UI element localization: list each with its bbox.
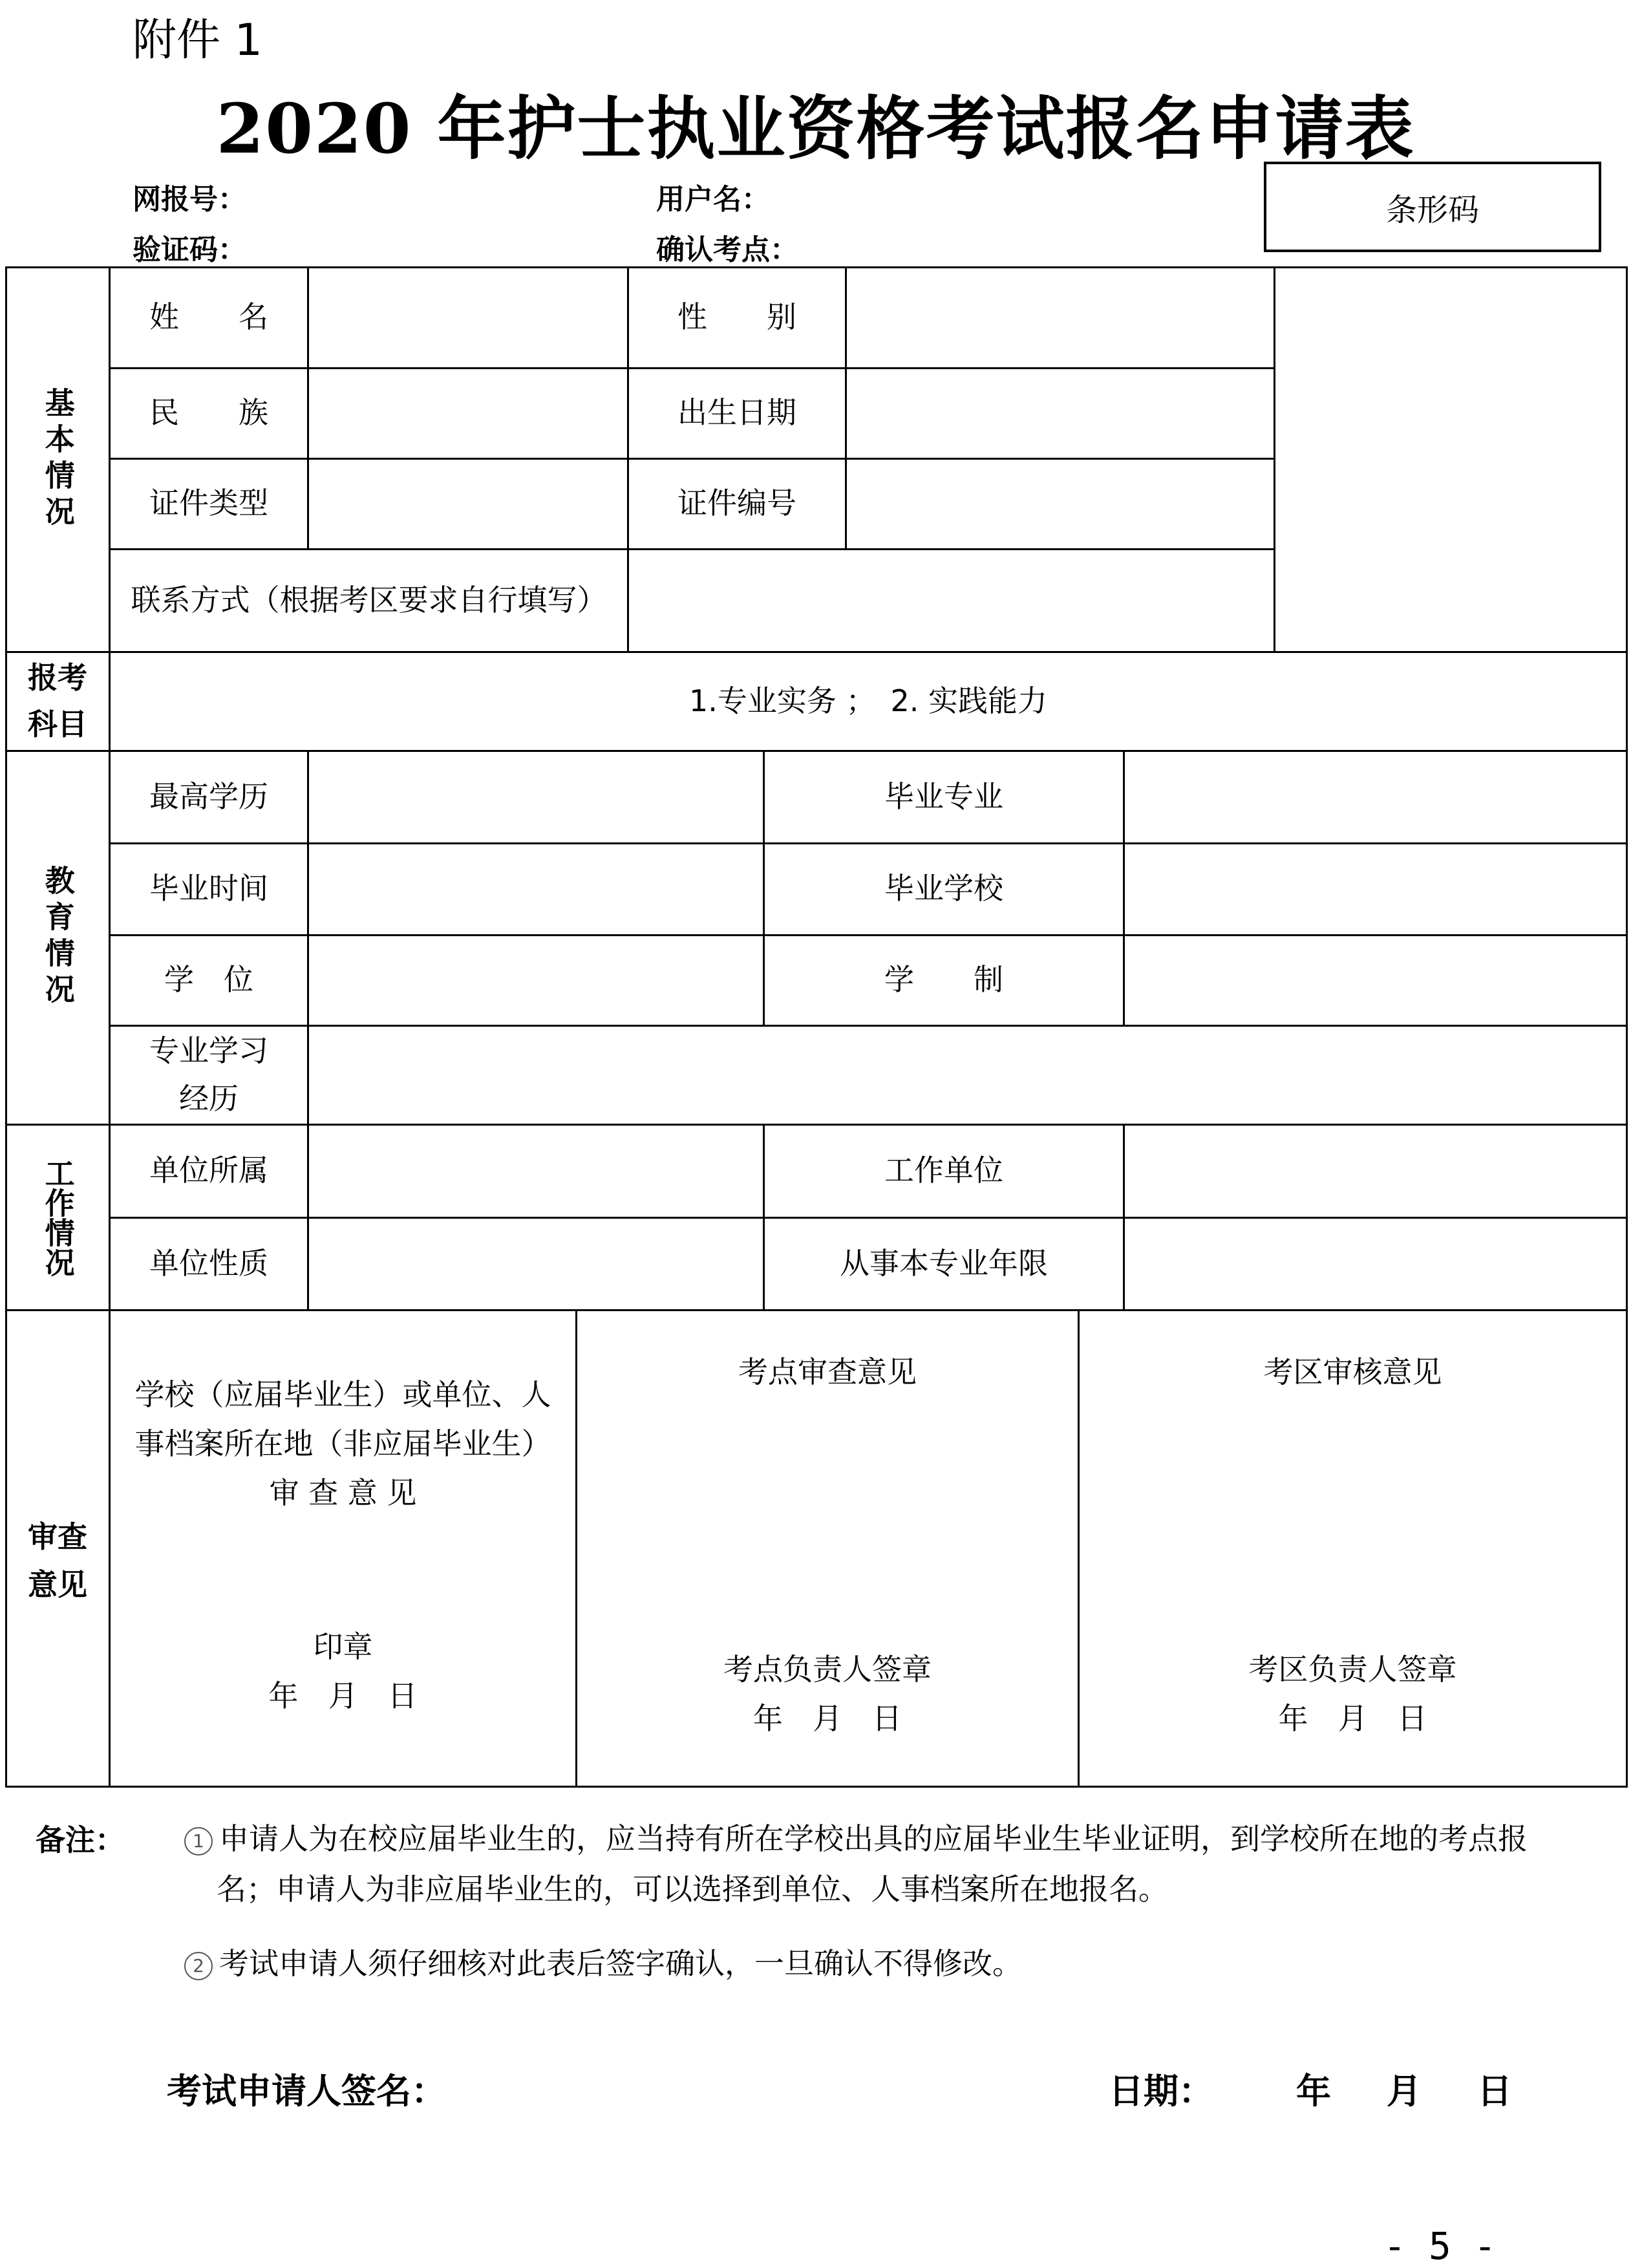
- label-grad-time: 毕业时间: [149, 871, 268, 906]
- table-border-bottom: [5, 1786, 1628, 1788]
- applicant-sign-field[interactable]: [453, 2056, 1034, 2114]
- contact-field[interactable]: [629, 550, 1274, 651]
- barcode-label: 条形码: [1385, 191, 1479, 228]
- label-ethnicity: 民 族: [149, 395, 268, 431]
- username-label: 用户名：: [656, 183, 770, 216]
- birth-date-field[interactable]: [847, 369, 1274, 458]
- gender-field[interactable]: [847, 268, 1274, 367]
- label-employer: 工作单位: [884, 1153, 1003, 1188]
- duration-field[interactable]: [1125, 936, 1626, 1025]
- section-review-label-2: 意见: [28, 1567, 87, 1602]
- label-contact: 联系方式（根据考区要求自行填写）: [131, 582, 607, 617]
- label-grad-school: 毕业学校: [884, 871, 1003, 906]
- school-review-line1: 学校（应届毕业生）或单位、人: [134, 1377, 551, 1412]
- section-line: [5, 1309, 1628, 1311]
- name-field[interactable]: [309, 268, 627, 367]
- degree-field[interactable]: [309, 936, 763, 1025]
- barcode-box: [1264, 162, 1601, 252]
- page-title: 2020 年护士执业资格考试报名申请表: [216, 88, 1415, 169]
- note-1-line1: 申请人为在校应届毕业生的，应当持有所在学校出具的应届毕业生毕业证明，到学校所在地的考点报: [219, 1821, 1528, 1856]
- label-years: 从事本专业年限: [840, 1245, 1048, 1281]
- page-number: - 5 -: [1383, 2224, 1497, 2268]
- label-id-number: 证件编号: [677, 486, 796, 521]
- label-degree: 学 位: [164, 962, 253, 998]
- section-education-label: 教育情况: [40, 865, 76, 1010]
- table-border-right: [1626, 266, 1628, 1788]
- school-review-heading: [111, 1371, 575, 1518]
- area-review-date: 年 月 日: [1278, 1700, 1427, 1736]
- section-review-label-1: 审查: [28, 1519, 87, 1554]
- seal-label: 印章: [313, 1629, 373, 1664]
- date-year: 年: [1296, 2071, 1331, 2112]
- section-basic-label: 基本情况: [40, 387, 76, 532]
- site-review-sign: 考点负责人签章: [723, 1652, 932, 1687]
- grad-school-field[interactable]: [1125, 844, 1626, 934]
- label-gender: 性 别: [677, 299, 796, 335]
- label-highest-degree: 最高学历: [149, 778, 268, 814]
- section-work-label: 工作情况: [40, 1157, 76, 1277]
- web-id-label: 网报号：: [133, 183, 246, 216]
- id-type-field[interactable]: [309, 459, 627, 548]
- exam-site-label: 确认考点：: [656, 233, 798, 266]
- notes-label: 备注：: [36, 1823, 125, 1857]
- highest-degree-field[interactable]: [309, 751, 763, 842]
- note-1: [184, 1813, 1626, 1914]
- attachment-label: 附件 1: [133, 15, 262, 66]
- note-2-text: 考试申请人须仔细核对此表后签字确认，一旦确认不得修改。: [219, 1946, 1022, 1981]
- section-subjects: [6, 652, 109, 750]
- label-duration: 学 制: [884, 962, 1003, 998]
- label-study-history-line2: 经历: [179, 1080, 239, 1116]
- site-review-date: 年 月 日: [753, 1700, 902, 1736]
- date-month: 月: [1387, 2071, 1422, 2112]
- applicant-sign-label: 考试申请人签名：: [167, 2071, 446, 2112]
- photo-area[interactable]: [1275, 268, 1626, 651]
- school-review-line2: 事档案所在地（非应届毕业生）: [134, 1426, 551, 1461]
- site-review-title: 考点审查意见: [738, 1354, 917, 1389]
- subjects-content: 1.专业实务 ； 2. 实践能力: [688, 683, 1048, 718]
- label-birth-date: 出生日期: [677, 395, 796, 431]
- section-review: [6, 1311, 109, 1786]
- school-review-footer: [111, 1623, 575, 1721]
- date-label: 日期：: [1109, 2071, 1213, 2112]
- note-2: [184, 1938, 1626, 1989]
- verify-code-label: 验证码：: [133, 233, 246, 266]
- section-subjects-label: 报考科目: [28, 660, 87, 742]
- grad-time-field[interactable]: [309, 844, 763, 934]
- ethnicity-field[interactable]: [309, 369, 627, 458]
- years-field[interactable]: [1125, 1218, 1626, 1309]
- note-1-marker: 1: [184, 1827, 213, 1856]
- label-study-history: [111, 1026, 307, 1124]
- unit-nature-field[interactable]: [309, 1218, 763, 1309]
- note-2-marker: 2: [184, 1952, 213, 1980]
- area-review-title: 考区审核意见: [1263, 1354, 1442, 1389]
- school-review-date: 年 月 日: [268, 1678, 418, 1713]
- label-id-type: 证件类型: [149, 486, 268, 521]
- date-day: 日: [1477, 2071, 1512, 2112]
- label-name: 姓 名: [149, 299, 268, 335]
- area-review-footer: [1080, 1645, 1626, 1744]
- note-1-line2: 名；申请人为非应届毕业生的，可以选择到单位、人事档案所在地报名。: [217, 1872, 1168, 1907]
- study-history-field[interactable]: [309, 1026, 1626, 1124]
- school-review-line3: 审 查 意 见: [269, 1475, 417, 1510]
- affiliation-field[interactable]: [309, 1125, 763, 1217]
- label-affiliation: 单位所属: [149, 1153, 268, 1188]
- area-review-sign: 考区负责人签章: [1248, 1652, 1457, 1687]
- section-basic: [6, 268, 109, 651]
- employer-field[interactable]: [1125, 1125, 1626, 1217]
- section-work: [6, 1125, 109, 1309]
- major-field[interactable]: [1125, 751, 1626, 842]
- id-number-field[interactable]: [847, 459, 1274, 548]
- label-study-history-line1: 专业学习: [149, 1032, 268, 1068]
- label-unit-nature: 单位性质: [149, 1245, 268, 1281]
- label-major: 毕业专业: [884, 778, 1003, 814]
- section-education: [6, 751, 109, 1124]
- site-review-footer: [577, 1645, 1078, 1744]
